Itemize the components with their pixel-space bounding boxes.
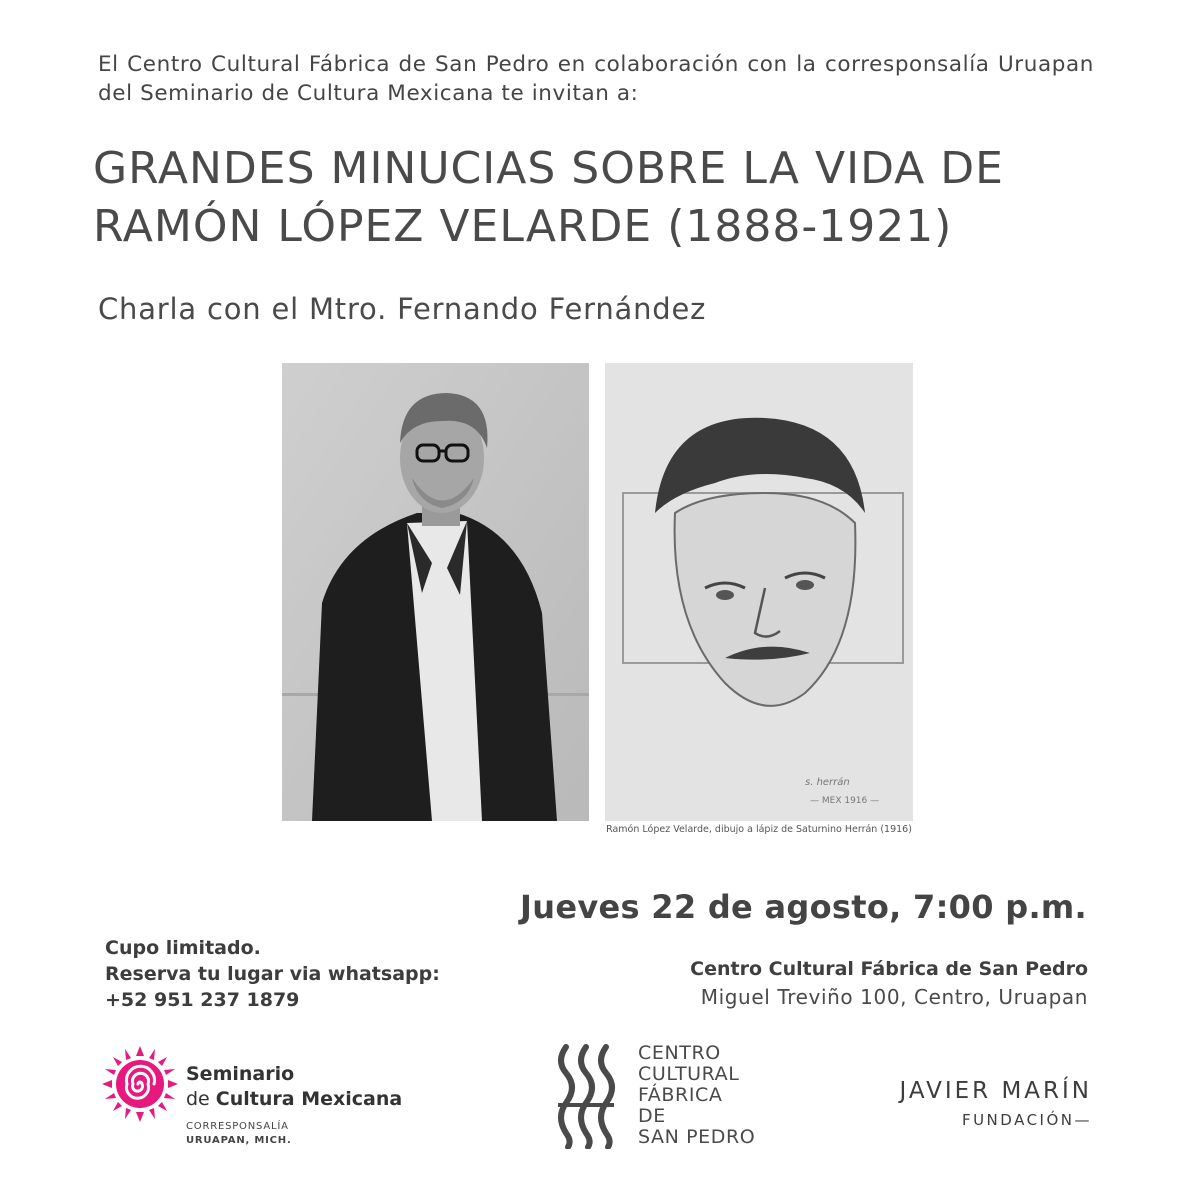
title-line-2: RAMÓN LÓPEZ VELARDE (1888-1921) [93, 201, 953, 252]
intro-text: El Centro Cultural Fábrica de San Pedro en colaboración con la corresponsalía Uruapan del Seminario de Cultura Mexicana te invitan a: [98, 52, 1094, 106]
ccf-line-3: FÁBRICA [638, 1084, 723, 1106]
javier-marin-logo-name: JAVIER MARÍN [899, 1078, 1092, 1104]
portrait-drawing [605, 363, 913, 821]
ccf-line-4: DE [638, 1105, 666, 1127]
scm-name-line-2 [186, 1088, 402, 1110]
javier-marin-logo-sub: FUNDACIÓN— [961, 1111, 1092, 1129]
image-caption: Ramón López Velarde, dibujo a lápiz de Saturnino Herrán (1916) [606, 824, 912, 835]
scm-sub-line-1: CORRESPONSALÍA [186, 1121, 289, 1132]
title-line-1: GRANDES MINUCIAS SOBRE LA VIDA DE [93, 143, 1004, 194]
svg-text:s. herrán: s. herrán [805, 777, 850, 788]
scm-name-prefix: de [186, 1088, 216, 1110]
reservation-phone[interactable]: +52 951 237 1879 [105, 989, 300, 1011]
reservation-line-1: Cupo limitado. [105, 937, 261, 959]
event-subtitle: Charla con el Mtro. Fernando Fernández [98, 292, 707, 326]
event-venue: Centro Cultural Fábrica de San Pedro [690, 958, 1088, 980]
event-title [93, 140, 1153, 256]
fabrica-logo-text [638, 1043, 755, 1148]
speaker-photo [282, 363, 589, 821]
ccf-line-1: CENTRO [638, 1042, 721, 1064]
scm-name-bold: Cultura Mexicana [215, 1088, 403, 1110]
svg-text:— MEX 1916 —: — MEX 1916 — [810, 796, 880, 806]
event-date: Jueves 22 de agosto, 7:00 p.m. [520, 888, 1087, 926]
sun-spiral-logo-icon [100, 1044, 180, 1124]
reservation-info [105, 935, 440, 1013]
reservation-line-2: Reserva tu lugar via whatsapp: [105, 963, 440, 985]
ccf-line-2: CULTURAL [638, 1063, 740, 1085]
scm-name-line-1: Seminario [186, 1063, 295, 1085]
ccf-line-5: SAN PEDRO [638, 1126, 756, 1148]
scm-sub-line-2: URUAPAN, MICH. [186, 1135, 292, 1146]
event-address: Miguel Treviño 100, Centro, Uruapan [700, 985, 1088, 1009]
fabrica-logo-icon [552, 1043, 632, 1149]
